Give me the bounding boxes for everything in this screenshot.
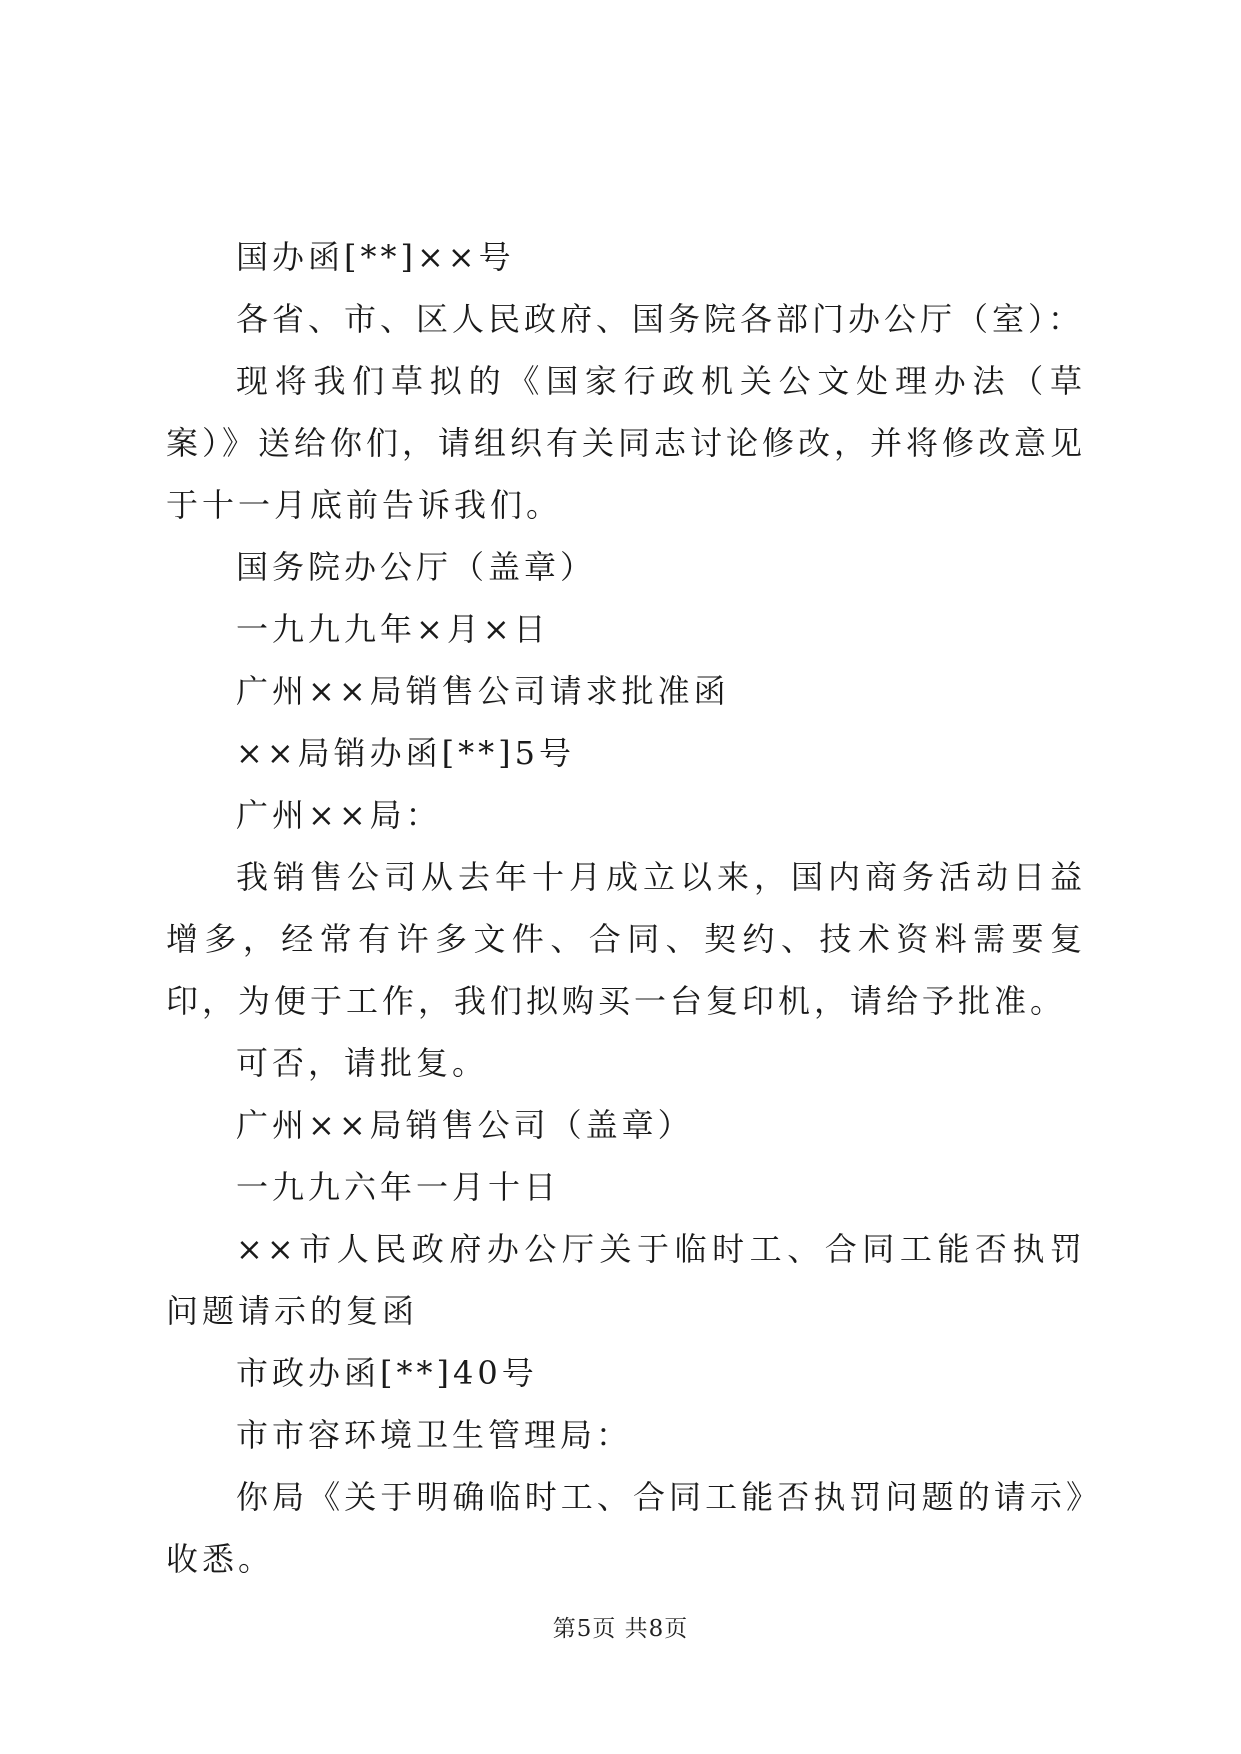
letter-title: ××市人民政府办公厅关于临时工、合同工能否执罚问题请示的复函: [166, 1230, 1086, 1330]
recipient-line: 市市容环境卫生管理局：: [236, 1416, 633, 1454]
date-line: 一九九六年一月十日: [236, 1168, 561, 1206]
body-paragraph: 我销售公司从去年十月成立以来，国内商务活动日益增多，经常有许多文件、合同、契约、技术资料需要复印，为便于工作，我们拟购买一台复印机，请给予批准。: [166, 858, 1086, 1020]
page-number-footer: 第5页 共8页: [552, 1616, 689, 1642]
body-paragraph: 现将我们草拟的《国家行政机关公文处理办法（草案）》送给你们，请组织有关同志讨论修改，并将修改意见于十一月底前告诉我们。: [166, 362, 1087, 524]
doc-number-line: 市政办函[**]40号: [236, 1354, 538, 1392]
recipient-line: 广州××局：: [236, 796, 442, 834]
body-paragraph: 你局《关于明确临时工、合同工能否执罚问题的请示》收悉。: [166, 1478, 1086, 1578]
recipient-line: 各省、市、区人民政府、国务院各部门办公厅（室）：: [236, 300, 1085, 338]
body-paragraph: 可否，请批复。: [236, 1044, 489, 1082]
doc-number-line: 国办函[**]××号: [236, 238, 515, 276]
date-line: 一九九九年×月×日: [236, 610, 550, 648]
letter-title: 广州××局销售公司请求批准函: [236, 672, 730, 710]
doc-number-line: ××局销办函[**]5号: [236, 734, 575, 772]
document-body: [166, 226, 1086, 1590]
signature-line: 广州××局销售公司（盖章）: [236, 1106, 694, 1144]
signature-line: 国务院办公厅（盖章）: [236, 548, 597, 586]
